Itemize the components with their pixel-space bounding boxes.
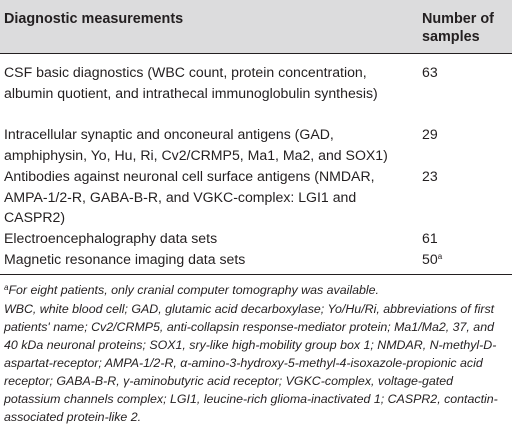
row-samples-surface-antigens: 23 (422, 168, 438, 184)
footnote-a-marker: a (4, 283, 9, 292)
header-number-of-samples: Number of samples (422, 11, 494, 45)
mri-samples-value: 50 (422, 251, 438, 267)
footnote-abbreviations: WBC, white blood cell; GAD, glutamic acid decarboxylase; Yo/Hu/Ri, abbreviations of first patients' name; Cv2/CRMP5, anti-collapsin response-mediator protein; Ma1/Ma2, 37, and 40 kDa neuronal proteins; SOX1, sry-like high-mobility group box 1; NMDAR, N-methyl-D-aspartat-receptor; AMPA-1/2-R, α-amino-3-hydroxy-5-methyl-4-isoxazole-propionic acid receptor; GABA-B-R, γ-aminobutyric acid receptor; VGKC-complex, voltage-gated potassium channels complex; LGI1, leucine-rich glioma-inactivated 1; CASPR2, contactin-associated protein-like 2. (4, 302, 498, 424)
row-samples-mri (422, 249, 442, 273)
mri-footnote-marker: a (437, 252, 443, 261)
row-samples-eeg: 61 (422, 230, 438, 246)
row-samples-intracellular: 29 (422, 126, 438, 142)
table-bottom-rule (0, 274, 512, 275)
footnote-a (4, 281, 510, 301)
row-measurement-mri: Magnetic resonance imaging data sets (4, 251, 246, 267)
row-measurement-csf: CSF basic diagnostics (WBC count, protein concentration, albumin quotient, and intrathecal immunoglobulin synthesis) (4, 64, 378, 101)
row-measurement-surface-antigens: Antibodies against neuronal cell surface antigens (NMDAR, AMPA-1/2-R, GABA-B-R, and VGKC-complex: LGI1 and CASPR2) (4, 168, 375, 225)
header-rule (0, 53, 512, 54)
row-measurement-eeg: Electroencephalography data sets (4, 230, 218, 246)
header-diagnostic-measurements: Diagnostic measurements (4, 11, 184, 27)
row-samples-csf: 63 (422, 64, 438, 80)
footnote-a-text: For eight patients, only cranial computer tomography was available. (8, 283, 379, 297)
table-header (0, 0, 512, 53)
row-measurement-intracellular: Intracellular synaptic and onconeural antigens (GAD, amphiphysin, Yo, Hu, Ri, Cv2/CRMP5, Ma1, Ma2, and SOX1) (4, 126, 388, 163)
